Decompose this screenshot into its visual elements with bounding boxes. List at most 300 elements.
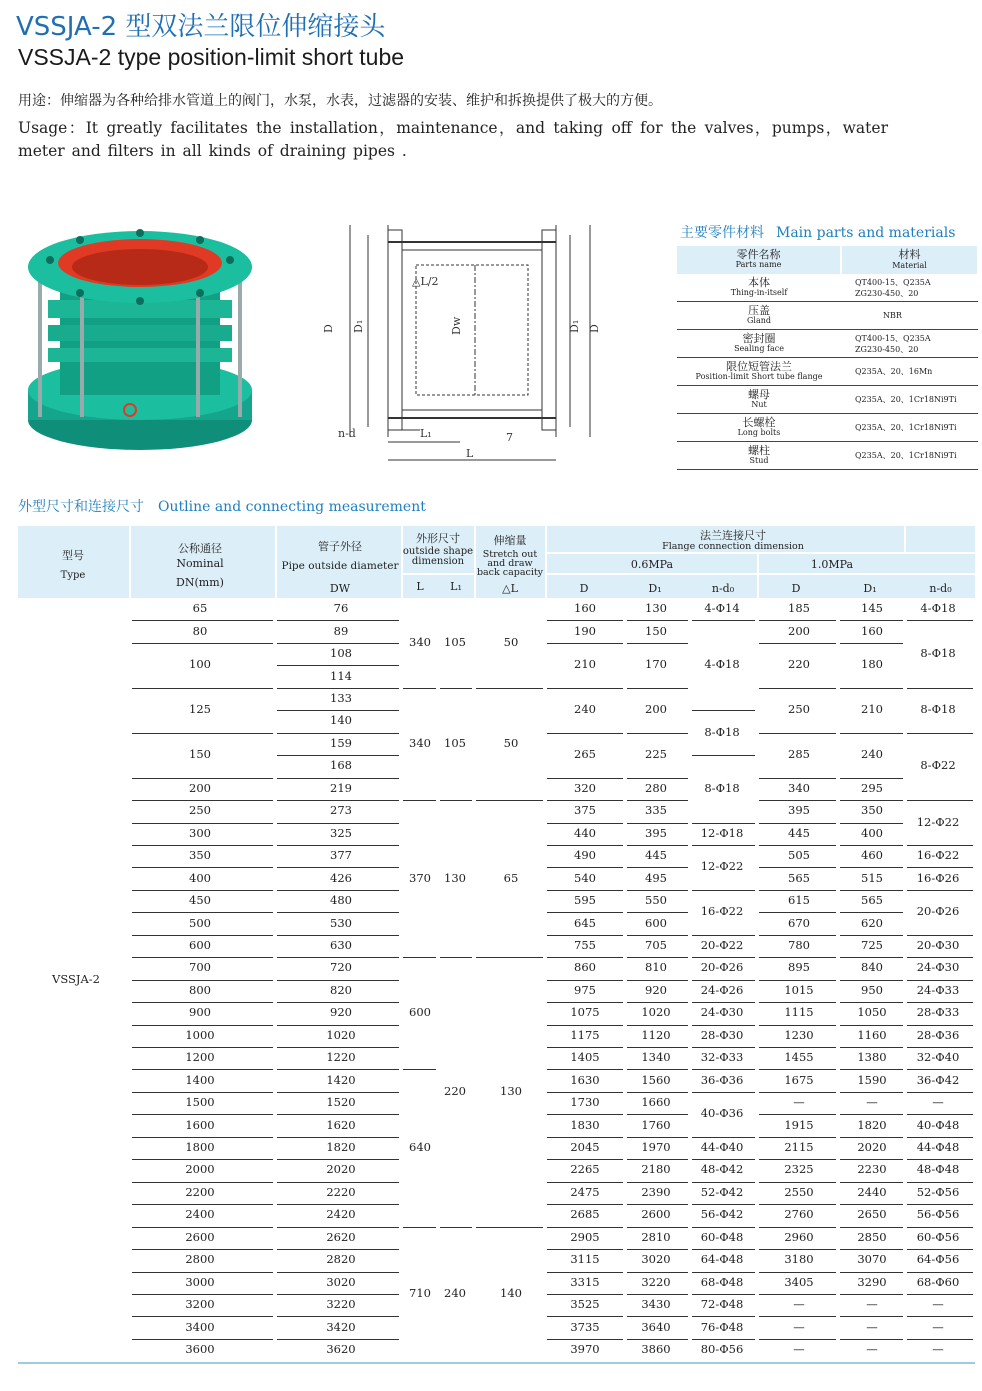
row-rule bbox=[840, 1002, 903, 1003]
cell-dn: 3000 bbox=[185, 1274, 215, 1289]
cell-D106: 550 bbox=[645, 893, 667, 908]
row-rule bbox=[840, 1069, 903, 1070]
part-name-cn: 限位短管法兰 bbox=[726, 359, 792, 373]
cell-D110: 515 bbox=[861, 870, 883, 885]
row-rule bbox=[907, 1294, 973, 1295]
row-rule bbox=[547, 890, 623, 891]
cell-D10: 1115 bbox=[784, 1005, 814, 1020]
cell-D06: 1630 bbox=[570, 1072, 600, 1087]
cell-D06: 975 bbox=[574, 982, 596, 997]
cell-D106: 3430 bbox=[641, 1297, 671, 1312]
cell-D110: 1050 bbox=[857, 1005, 887, 1020]
cell-D106: 3860 bbox=[641, 1342, 671, 1357]
cell-dw: 1620 bbox=[326, 1117, 356, 1132]
cell-D06: 160 bbox=[574, 601, 596, 616]
hdr-nd-10: n-d₀ bbox=[929, 582, 952, 595]
row-rule bbox=[907, 800, 973, 801]
cell-D06: 2475 bbox=[570, 1184, 600, 1199]
cell-D10: 895 bbox=[788, 960, 810, 975]
row-rule bbox=[132, 620, 273, 621]
row-rule bbox=[476, 1227, 543, 1228]
row-rule bbox=[840, 935, 903, 936]
row-rule bbox=[277, 957, 399, 958]
outline-title-en: Outline and connecting measurement bbox=[158, 499, 426, 515]
cell-nd06: 32-Φ33 bbox=[700, 1050, 744, 1065]
row-rule bbox=[759, 1047, 836, 1048]
hdr-d1-10: D₁ bbox=[863, 582, 877, 595]
row-rule bbox=[627, 620, 688, 621]
row-rule bbox=[547, 1002, 623, 1003]
row-rule bbox=[759, 1249, 836, 1250]
row-rule bbox=[440, 688, 472, 689]
row-rule bbox=[692, 1204, 755, 1205]
row-rule bbox=[277, 1316, 399, 1317]
cell-dn: 900 bbox=[189, 1005, 211, 1020]
hdr-dw-cn: 管子外径 bbox=[318, 540, 362, 553]
cell-nd06: 52-Φ42 bbox=[700, 1184, 744, 1199]
row-rule bbox=[132, 845, 273, 846]
row-rule bbox=[132, 1339, 273, 1340]
hdr-d-06: D bbox=[579, 582, 589, 595]
row-rule bbox=[692, 957, 755, 958]
row-rule bbox=[627, 800, 688, 801]
cell-D110: 2020 bbox=[857, 1140, 887, 1155]
cell-dw: 426 bbox=[330, 870, 352, 885]
hdr-nd-06: n-d₀ bbox=[711, 582, 735, 595]
row-rule bbox=[132, 957, 273, 958]
cell-D110: 620 bbox=[861, 915, 883, 930]
row-rule bbox=[547, 845, 623, 846]
cell-D106: 1340 bbox=[641, 1050, 671, 1065]
row-rule bbox=[132, 1069, 273, 1070]
row-rule bbox=[547, 1182, 623, 1183]
row-rule bbox=[759, 957, 836, 958]
row-rule bbox=[627, 823, 688, 824]
row-rule bbox=[907, 1227, 973, 1228]
cell-D106: 2180 bbox=[641, 1162, 671, 1177]
cell-D10: 1455 bbox=[784, 1050, 814, 1065]
cell-dn: 400 bbox=[189, 870, 211, 885]
row-rule bbox=[692, 845, 755, 846]
row-rule bbox=[476, 800, 543, 801]
cell-dw: 2620 bbox=[326, 1229, 356, 1244]
row-rule bbox=[627, 1249, 688, 1250]
cell-dw: 3220 bbox=[326, 1297, 356, 1312]
row-rule bbox=[840, 890, 903, 891]
cell-D10: 185 bbox=[788, 601, 810, 616]
row-rule bbox=[547, 1092, 623, 1093]
row-rule bbox=[759, 733, 836, 734]
cell-dn: 125 bbox=[189, 702, 211, 717]
drawing-label-l2: △L/2 bbox=[412, 275, 439, 288]
cell-dn: 3400 bbox=[185, 1319, 215, 1334]
part-name-en: Gland bbox=[747, 315, 771, 325]
cell-nd06: 4-Φ18 bbox=[704, 657, 740, 672]
parts-mat-cn: 材料 bbox=[898, 248, 921, 261]
row-rule bbox=[277, 1137, 399, 1138]
cell-D106: 170 bbox=[645, 657, 667, 672]
row-rule bbox=[627, 1182, 688, 1183]
part-material: Q235A、20、16Mn bbox=[855, 367, 933, 376]
cell-nd10: 8-Φ18 bbox=[920, 646, 956, 661]
cell-dw: 159 bbox=[330, 735, 352, 750]
row-rule bbox=[907, 890, 973, 891]
cell-nd06: 20-Φ26 bbox=[700, 960, 744, 975]
row-rule bbox=[692, 1316, 755, 1317]
cell-dn: 1200 bbox=[185, 1050, 215, 1065]
cell-nd06: 24-Φ30 bbox=[700, 1005, 744, 1020]
row-rule bbox=[547, 1114, 623, 1115]
row-rule bbox=[759, 1294, 836, 1295]
hdr-type-en: Type bbox=[60, 570, 86, 581]
cell-D110: 180 bbox=[861, 657, 883, 672]
row-rule bbox=[547, 1025, 623, 1026]
row-rule bbox=[692, 1339, 755, 1340]
cell-D106: 1660 bbox=[641, 1095, 671, 1110]
row-rule bbox=[840, 1182, 903, 1183]
row-rule bbox=[627, 1227, 688, 1228]
cell-D106: 225 bbox=[645, 747, 667, 762]
cell-L1: 105 bbox=[444, 634, 466, 649]
row-rule bbox=[840, 867, 903, 868]
row-rule bbox=[547, 800, 623, 801]
cell-D06: 3970 bbox=[570, 1342, 600, 1357]
hdr-shape-en2: dimension bbox=[411, 556, 465, 567]
cell-nd10: 28-Φ33 bbox=[916, 1005, 960, 1020]
cell-dn: 250 bbox=[189, 803, 211, 818]
row-rule bbox=[627, 1137, 688, 1138]
cell-D106: 130 bbox=[645, 601, 667, 616]
row-rule bbox=[692, 1092, 755, 1093]
cell-nd06: 24-Φ26 bbox=[700, 982, 744, 997]
row-rule bbox=[277, 1294, 399, 1295]
row-rule bbox=[692, 1272, 755, 1273]
cell-dn: 200 bbox=[189, 780, 211, 795]
row-rule bbox=[907, 688, 973, 689]
row-rule bbox=[627, 912, 688, 913]
hdr-p10: 1.0MPa bbox=[810, 558, 854, 571]
row-rule bbox=[759, 620, 836, 621]
cell-nd10: 60-Φ56 bbox=[916, 1229, 960, 1244]
row-rule bbox=[840, 1114, 903, 1115]
cell-D06: 375 bbox=[574, 803, 596, 818]
row-rule bbox=[759, 688, 836, 689]
cell-D10: 395 bbox=[788, 803, 810, 818]
row-rule bbox=[403, 1069, 436, 1070]
cell-D10: 1015 bbox=[784, 982, 814, 997]
row-rule bbox=[132, 1204, 273, 1205]
cell-nd06: 72-Φ48 bbox=[700, 1297, 744, 1312]
outline-heading bbox=[18, 496, 426, 516]
cell-D10: 2115 bbox=[784, 1140, 814, 1155]
row-rule bbox=[132, 823, 273, 824]
row-rule bbox=[277, 1025, 399, 1026]
row-rule bbox=[759, 1272, 836, 1273]
part-material: QT400-15、Q235A bbox=[855, 333, 931, 343]
cell-D10: 285 bbox=[788, 747, 810, 762]
row-rule bbox=[840, 1047, 903, 1048]
cell-D10: — bbox=[793, 1319, 805, 1334]
cell-D110: 950 bbox=[861, 982, 883, 997]
cell-dn: 700 bbox=[189, 960, 211, 975]
row-rule bbox=[132, 800, 273, 801]
cell-dn: 1500 bbox=[185, 1095, 215, 1110]
cell-dL: 65 bbox=[503, 870, 519, 885]
row-rule bbox=[907, 620, 973, 621]
cell-D10: 1675 bbox=[784, 1072, 814, 1087]
cell-nd10: 28-Φ36 bbox=[916, 1027, 960, 1042]
hdr-stretch-en3: back capacity bbox=[476, 567, 544, 578]
row-rule bbox=[277, 1092, 399, 1093]
cell-dw: 76 bbox=[333, 601, 349, 616]
outline-title-cn: 外型尺寸和连接尺寸 bbox=[18, 499, 144, 515]
cell-nd10: 52-Φ56 bbox=[916, 1184, 960, 1199]
cell-D10: 780 bbox=[788, 937, 810, 952]
row-rule bbox=[692, 1182, 755, 1183]
cell-nd10: 4-Φ18 bbox=[920, 601, 956, 616]
row-rule bbox=[840, 912, 903, 913]
part-name-en: Position-limit Short tube flange bbox=[695, 371, 823, 381]
cell-D10: 340 bbox=[788, 780, 810, 795]
cell-D106: 2810 bbox=[641, 1229, 671, 1244]
cell-nd06: 16-Φ22 bbox=[700, 904, 744, 919]
cell-D06: 2265 bbox=[570, 1162, 600, 1177]
cell-dw: 377 bbox=[330, 848, 352, 863]
cell-nd06: 64-Φ48 bbox=[700, 1252, 744, 1267]
hdr-stretch-en2: and draw bbox=[487, 558, 533, 569]
row-rule bbox=[692, 1227, 755, 1228]
row-rule bbox=[132, 1272, 273, 1273]
row-rule bbox=[692, 823, 755, 824]
row-rule bbox=[759, 1092, 836, 1093]
row-rule bbox=[277, 710, 399, 711]
cell-dn: 2200 bbox=[185, 1184, 215, 1199]
part-name-cn: 压盖 bbox=[748, 303, 770, 317]
cell-dn: 800 bbox=[189, 982, 211, 997]
row-rule bbox=[759, 823, 836, 824]
cell-D106: 3220 bbox=[641, 1274, 671, 1289]
cell-dw: 219 bbox=[330, 780, 352, 795]
drawing-label-d-right: D bbox=[588, 324, 601, 333]
drawing-label-nd: n-d bbox=[338, 427, 356, 440]
parts-mat-en: Material bbox=[892, 261, 927, 270]
row-rule bbox=[759, 845, 836, 846]
cell-D06: 1075 bbox=[570, 1005, 600, 1020]
cell-dw: 140 bbox=[330, 713, 352, 728]
part-name-cn: 螺母 bbox=[748, 387, 770, 401]
row-rule bbox=[277, 823, 399, 824]
cell-nd10: 48-Φ48 bbox=[916, 1162, 960, 1177]
row-rule bbox=[547, 1316, 623, 1317]
cell-nd10: 12-Φ22 bbox=[916, 814, 960, 829]
row-rule bbox=[476, 688, 543, 689]
row-rule bbox=[627, 1092, 688, 1093]
cell-D106: 445 bbox=[645, 848, 667, 863]
row-rule bbox=[692, 1249, 755, 1250]
cell-D06: 490 bbox=[574, 848, 596, 863]
cell-D10: 3180 bbox=[784, 1252, 814, 1267]
row-rule bbox=[907, 1002, 973, 1003]
cell-L: 710 bbox=[409, 1285, 431, 1300]
row-rule bbox=[759, 1204, 836, 1205]
cell-D110: — bbox=[866, 1297, 878, 1312]
row-rule bbox=[132, 688, 273, 689]
page-title-en: VSSJA-2 type position-limit short tube bbox=[18, 44, 405, 70]
row-rule bbox=[759, 1339, 836, 1340]
row-rule bbox=[547, 733, 623, 734]
parts-header-row bbox=[677, 246, 978, 274]
cell-D106: 810 bbox=[645, 960, 667, 975]
cell-D06: 2685 bbox=[570, 1207, 600, 1222]
cell-D06: 320 bbox=[574, 780, 596, 795]
row-rule bbox=[132, 935, 273, 936]
row-rule bbox=[277, 643, 399, 644]
cell-nd10: 24-Φ30 bbox=[916, 960, 960, 975]
cell-D10: 3405 bbox=[784, 1274, 814, 1289]
part-name-cn: 长螺栓 bbox=[742, 415, 776, 429]
table-row bbox=[677, 274, 978, 302]
row-rule bbox=[840, 1272, 903, 1273]
row-rule bbox=[277, 800, 399, 801]
row-rule bbox=[547, 1339, 623, 1340]
row-rule bbox=[840, 1092, 903, 1093]
row-rule bbox=[759, 1137, 836, 1138]
cell-nd06: 12-Φ18 bbox=[700, 825, 744, 840]
cell-D106: 2600 bbox=[641, 1207, 671, 1222]
row-rule bbox=[627, 1204, 688, 1205]
cell-D110: 1380 bbox=[857, 1050, 887, 1065]
cell-D110: 1820 bbox=[857, 1117, 887, 1132]
row-rule bbox=[440, 1227, 472, 1228]
row-rule bbox=[692, 1159, 755, 1160]
row-rule bbox=[132, 1294, 273, 1295]
cell-D110: 350 bbox=[861, 803, 883, 818]
row-rule bbox=[627, 643, 688, 644]
row-rule bbox=[840, 1204, 903, 1205]
cell-dn: 350 bbox=[189, 848, 211, 863]
cell-dL: 130 bbox=[500, 1083, 522, 1098]
row-rule bbox=[692, 980, 755, 981]
cell-dn: 2800 bbox=[185, 1252, 215, 1267]
cell-dL: 140 bbox=[500, 1285, 522, 1300]
cell-D06: 1830 bbox=[570, 1117, 600, 1132]
row-rule bbox=[840, 643, 903, 644]
cell-D10: — bbox=[793, 1095, 805, 1110]
hdr-stretch-en1: Stretch out bbox=[482, 549, 538, 560]
cell-dw: 820 bbox=[330, 982, 352, 997]
row-rule bbox=[547, 1227, 623, 1228]
row-rule bbox=[907, 1137, 973, 1138]
table-row bbox=[677, 302, 978, 330]
cell-nd10: 44-Φ48 bbox=[916, 1140, 960, 1155]
row-rule bbox=[547, 1069, 623, 1070]
cell-dn: 2000 bbox=[185, 1162, 215, 1177]
row-rule bbox=[627, 1272, 688, 1273]
row-rule bbox=[907, 935, 973, 936]
cell-D10: 200 bbox=[788, 623, 810, 638]
row-rule bbox=[132, 1047, 273, 1048]
row-rule bbox=[692, 1137, 755, 1138]
row-rule bbox=[547, 620, 623, 621]
row-rule bbox=[277, 867, 399, 868]
cell-nd06: 12-Φ22 bbox=[700, 859, 744, 874]
cell-D06: 3525 bbox=[570, 1297, 600, 1312]
cell-D06: 2905 bbox=[570, 1229, 600, 1244]
row-rule bbox=[627, 1159, 688, 1160]
row-rule bbox=[277, 1272, 399, 1273]
row-rule bbox=[277, 778, 399, 779]
cell-D10: 505 bbox=[788, 848, 810, 863]
row-rule bbox=[132, 890, 273, 891]
row-rule bbox=[907, 733, 973, 734]
part-material: Q235A、20、1Cr18Ni9Ti bbox=[855, 423, 957, 432]
row-rule bbox=[547, 823, 623, 824]
cell-D10: 1230 bbox=[784, 1027, 814, 1042]
row-rule bbox=[907, 1182, 973, 1183]
cell-D106: 280 bbox=[645, 780, 667, 795]
cell-dw: 1020 bbox=[326, 1027, 356, 1042]
cell-dw: 1220 bbox=[326, 1050, 356, 1065]
row-rule bbox=[547, 912, 623, 913]
cell-nd10: 32-Φ40 bbox=[916, 1050, 960, 1065]
cell-D110: 2650 bbox=[857, 1207, 887, 1222]
cell-D106: 1120 bbox=[641, 1027, 671, 1042]
row-rule bbox=[907, 980, 973, 981]
cell-dw: 1420 bbox=[326, 1072, 356, 1087]
cell-D106: 1970 bbox=[641, 1140, 671, 1155]
hdr-d-10: D bbox=[791, 582, 801, 595]
row-rule bbox=[132, 1227, 273, 1228]
hdr-shape-cn: 外形尺寸 bbox=[416, 532, 460, 545]
row-rule bbox=[132, 980, 273, 981]
cell-D106: 1760 bbox=[641, 1117, 671, 1132]
row-rule bbox=[403, 800, 436, 801]
row-rule bbox=[476, 957, 543, 958]
row-rule bbox=[132, 1249, 273, 1250]
cell-D06: 265 bbox=[574, 747, 596, 762]
row-rule bbox=[547, 957, 623, 958]
drawing-label-l: L bbox=[466, 447, 474, 460]
drawing-label-d: D bbox=[322, 324, 335, 333]
row-rule bbox=[627, 1114, 688, 1115]
cell-D110: 240 bbox=[861, 747, 883, 762]
cell-dw: 3620 bbox=[326, 1342, 356, 1357]
parts-table bbox=[677, 246, 979, 470]
part-name-cn: 螺柱 bbox=[748, 443, 770, 457]
cell-nd06: 48-Φ42 bbox=[700, 1162, 744, 1177]
cell-D110: 210 bbox=[861, 702, 883, 717]
row-rule bbox=[132, 1092, 273, 1093]
row-rule bbox=[759, 890, 836, 891]
row-rule bbox=[759, 800, 836, 801]
parts-name-en: Parts name bbox=[735, 260, 782, 269]
cell-dw: 2820 bbox=[326, 1252, 356, 1267]
part-material: Q235A、20、1Cr18Ni9Ti bbox=[855, 451, 957, 460]
row-rule bbox=[759, 1069, 836, 1070]
row-rule bbox=[840, 620, 903, 621]
table-row bbox=[677, 386, 978, 414]
row-rule bbox=[277, 1339, 399, 1340]
cell-L1: 220 bbox=[444, 1083, 466, 1098]
cell-dw: 1520 bbox=[326, 1095, 356, 1110]
row-rule bbox=[132, 1316, 273, 1317]
cell-D106: 3640 bbox=[641, 1319, 671, 1334]
cell-D110: 145 bbox=[861, 601, 883, 616]
row-rule bbox=[132, 733, 273, 734]
cell-D10: 250 bbox=[788, 702, 810, 717]
cell-dw: 325 bbox=[330, 825, 352, 840]
cell-nd10: — bbox=[932, 1297, 944, 1312]
